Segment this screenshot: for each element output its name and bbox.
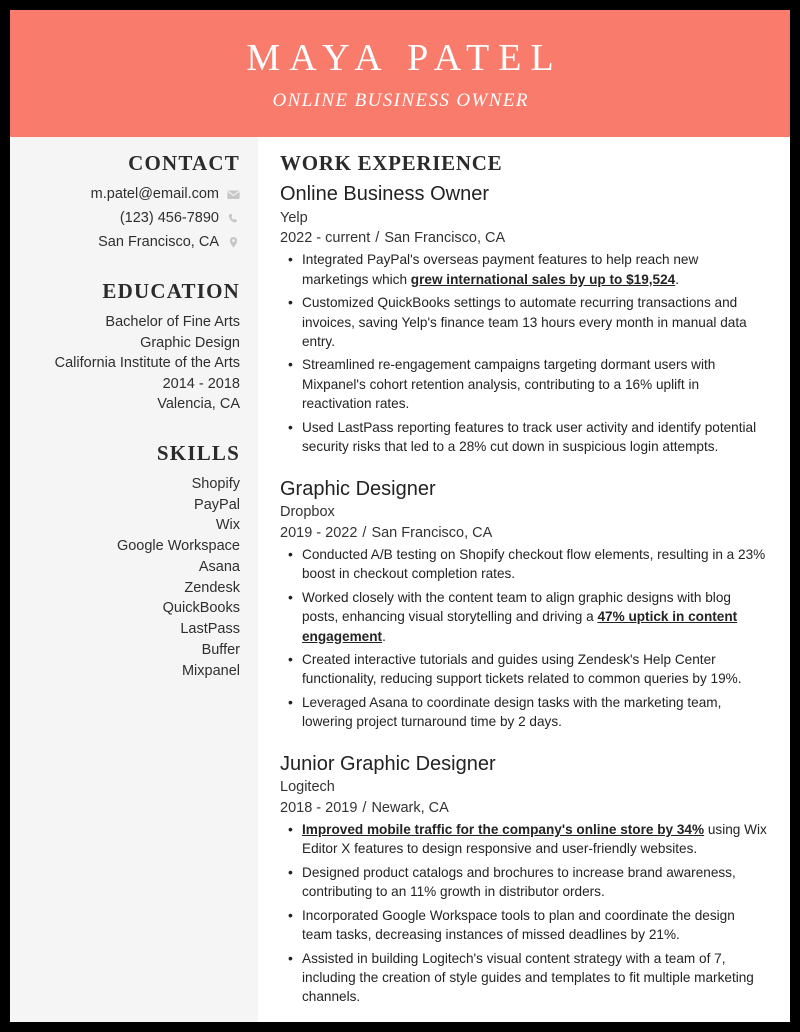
job-bullet [300, 650, 768, 689]
job-list [280, 182, 768, 1007]
bullet-text: Designed product catalogs and brochures to increase brand awareness, contributing to an 11% growth in distributor orders. [302, 864, 736, 900]
job-bullet [300, 906, 768, 945]
bullet-text: Streamlined re-engagement campaigns targeting dormant users with Mixpanel's cohort retention analysis, contributing to a 16% uplift in reactivation rates. [302, 357, 716, 412]
resume-body [10, 137, 790, 1022]
bullet-text: Customized QuickBooks settings to automate recurring transactions and invoices, saving Yelp's finance team 13 hours every month in manual data entry. [302, 295, 747, 349]
candidate-role: ONLINE BUSINESS OWNER [272, 90, 529, 112]
contact-value: m.patel@email.com [90, 186, 219, 202]
contact-list [20, 184, 240, 253]
resume-page [10, 10, 790, 1022]
bullet-text: Leveraged Asana to coordinate design tasks with the marketing team, lowering project turnaround time by 2 days. [302, 694, 722, 730]
skill-item: Shopify [191, 475, 240, 492]
candidate-name: MAYA PATEL [246, 36, 563, 79]
skills-list [20, 474, 240, 681]
skill-item: Asana [198, 558, 240, 575]
highlight-text: 47% uptick in content engagement [302, 609, 738, 644]
job-entry [280, 182, 768, 457]
contact-row[interactable] [20, 232, 240, 253]
job-dates: 2019 - 2022 [280, 524, 358, 541]
job-bullet [300, 355, 768, 413]
skill-item: PayPal [194, 496, 240, 513]
envelope-icon [227, 188, 240, 201]
bullet-text: Created interactive tutorials and guides using Zendesk's Help Center functionality, reducing support tickets related to common queries by 19%. [302, 651, 742, 687]
job-company: Dropbox [280, 504, 335, 521]
bullet-text: Assisted in building Logitech's visual content strategy with a team of 7, including the creation of style guides and templates to fit multiple marketing channels. [302, 950, 754, 1005]
job-bullet-list [280, 820, 768, 1007]
job-location: San Francisco, CA [371, 524, 493, 541]
job-dates: 2022 - current [280, 230, 371, 247]
sidebar [10, 137, 258, 1022]
skill-item: Wix [215, 517, 240, 534]
skill-item: Google Workspace [116, 538, 240, 555]
resume-header-banner [10, 10, 790, 137]
main-column [258, 137, 790, 1022]
job-title: Online Business Owner [280, 183, 489, 205]
education-line: 2014 - 2018 [162, 375, 240, 392]
job-spacer [280, 463, 768, 477]
skills-heading: SKILLS [156, 440, 240, 465]
job-meta-separator: / [375, 230, 380, 247]
bullet-text: . [382, 628, 386, 644]
highlight-text: Improved mobile traffic for the company's online store by 34% [302, 821, 705, 837]
bullet-text: Integrated PayPal's overseas payment features to help reach new marketings which [302, 252, 699, 287]
job-meta-separator: / [362, 524, 367, 541]
contact-heading: CONTACT [128, 151, 240, 175]
highlight-text: grew international sales by up to $19,524 [410, 271, 676, 287]
contact-row[interactable] [20, 208, 240, 229]
job-title: Junior Graphic Designer [280, 752, 496, 775]
job-dates: 2018 - 2019 [280, 799, 358, 816]
education-line: Bachelor of Fine Arts [105, 314, 240, 331]
skill-item: LastPass [180, 621, 240, 638]
skill-item: Zendesk [184, 579, 240, 596]
job-company: Logitech [280, 779, 335, 796]
job-location: San Francisco, CA [384, 230, 506, 247]
bullet-text: Incorporated Google Workspace tools to plan and coordinate the design team tasks, decreasing instances of missed deadlines by 21%. [302, 907, 735, 943]
job-company: Yelp [280, 209, 308, 226]
job-bullet [300, 693, 768, 732]
job-meta [280, 228, 768, 249]
job-location: Newark, CA [371, 799, 449, 816]
bullet-text: Conducted A/B testing on Shopify checkout flow elements, resulting in a 23% boost in checkout completion rates. [302, 546, 766, 582]
education-line: Valencia, CA [157, 396, 240, 413]
job-meta-separator: / [362, 799, 367, 816]
education-line: Graphic Design [140, 334, 240, 351]
skill-item: Mixpanel [181, 662, 240, 679]
job-bullet [300, 545, 768, 584]
job-bullet [300, 820, 768, 859]
job-bullet [300, 418, 768, 457]
education-list [20, 312, 240, 415]
job-entry [280, 752, 768, 1007]
contact-value: San Francisco, CA [98, 234, 219, 251]
job-entry [280, 477, 768, 732]
job-bullet [300, 863, 768, 902]
bullet-text: Used LastPass reporting features to track user activity and identify potential security risks that led to a 28% cut down in suspicious login attempts. [302, 419, 757, 455]
job-meta [280, 523, 768, 544]
education-line: California Institute of the Arts [54, 355, 240, 372]
work-experience-heading: WORK EXPERIENCE [280, 151, 503, 175]
job-bullet [300, 250, 768, 289]
job-bullet-list [280, 250, 768, 456]
job-bullet [300, 293, 768, 351]
contact-row[interactable] [20, 184, 240, 205]
bullet-text: Worked closely with the content team to align graphic designs with blog posts, enhancing visual storytelling and driving a [302, 589, 731, 625]
job-spacer [280, 738, 768, 752]
education-heading: EDUCATION [102, 279, 240, 304]
skill-item: Buffer [201, 641, 240, 658]
map-pin-icon [227, 236, 240, 249]
job-bullet-list [280, 545, 768, 732]
job-bullet [300, 588, 768, 646]
skill-item: QuickBooks [162, 600, 240, 617]
bullet-text: . [675, 271, 679, 287]
job-title: Graphic Designer [280, 477, 436, 500]
phone-icon [227, 212, 240, 225]
contact-value: (123) 456-7890 [119, 210, 219, 227]
bullet-text: using Wix Editor X features to design responsive and user-friendly websites. [302, 821, 767, 857]
job-meta [280, 798, 768, 819]
job-bullet [300, 949, 768, 1007]
